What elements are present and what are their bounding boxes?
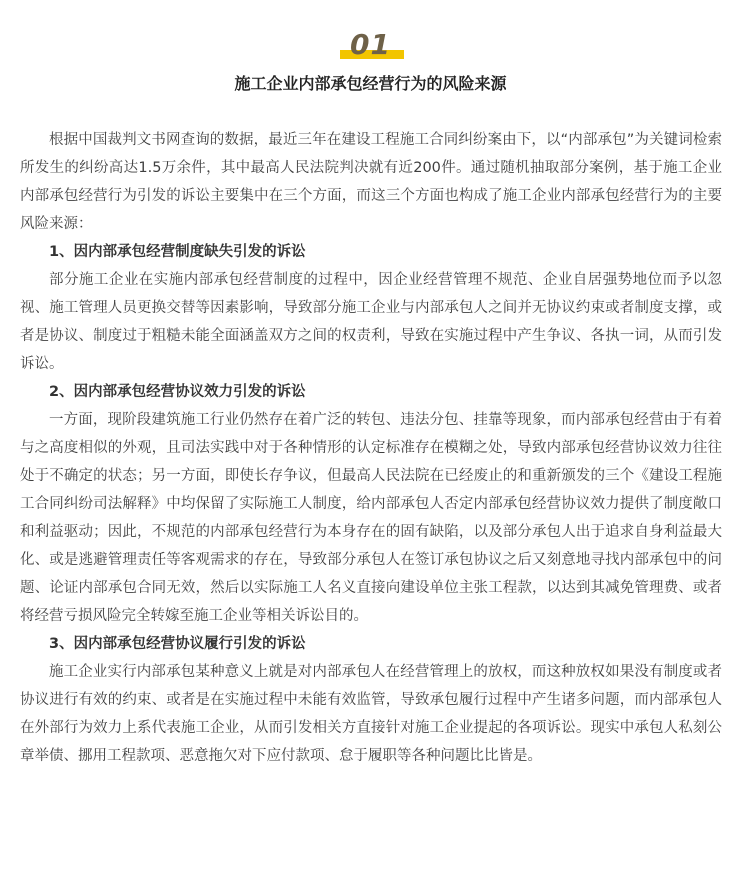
section-body-2: 一方面，现阶段建筑施工行业仍然存在着广泛的转包、违法分包、挂靠等现象，而内部承包经营由于有着与之高度相似的外观，且司法实践中对于各种情形的认定标准存在模糊之处，导致内部承包经营协议效力往往处于不确定的状态；另一方面，即使长存争议，但最高人民法院在已经废止的和重新颁发的三个《建设工程施工合同纠纷司法解释》中均保留了实际施工人制度，给内部承包人否定内部承包经营协议效力提供了制度敞口和利益驱动；因此，不规范的内部承包经营行为本身存在的固有缺陷，以及部分承包人出于追求自身利益最大化、或是逃避管理责任等客观需求的存在，导致部分承包人在签订承包协议之后又刻意地寻找内部承包中的问题、论证内部承包合同无效，然后以实际施工人名义直接向建设单位主张工程款，以达到其减免管理费、或者将经营亏损风险完全转嫁至施工企业等相关诉讼目的。 bbox=[20, 412, 722, 624]
section-body-1: 部分施工企业在实施内部承包经营制度的过程中，因企业经营管理不规范、企业自居强势地位而予以忽视、施工管理人员更换交替等因素影响，导致部分施工企业与内部承包人之间并无协议约束或者制度支撑，或者是协议、制度过于粗糙未能全面涵盖双方之间的权责利，导致在实施过程中产生争议、各执一词，从而引发诉讼。 bbox=[20, 272, 722, 372]
article-body bbox=[20, 126, 722, 770]
section-heading-2: 2、因内部承包经营协议效力引发的诉讼 bbox=[49, 384, 306, 400]
section-heading-3: 3、因内部承包经营协议履行引发的诉讼 bbox=[49, 636, 306, 652]
section-body-3: 施工企业实行内部承包某种意义上就是对内部承包人在经营管理上的放权，而这种放权如果没有制度或者协议进行有效的约束、或者是在实施过程中未能有效监管，导致承包履行过程中产生诸多问题，而内部承包人在外部行为效力上系代表施工企业，从而引发相关方直接针对施工企业提起的各项诉讼。现实中承包人私刻公章举债、挪用工程款项、恶意拖欠对下应付款项、怠于履职等各种问题比比皆是。 bbox=[20, 664, 722, 764]
section-heading-1: 1、因内部承包经营制度缺失引发的诉讼 bbox=[49, 244, 306, 260]
intro-paragraph: 根据中国裁判文书网查询的数据，最近三年在建设工程施工合同纠纷案由下，以“内部承包”为关键词检索所发生的纠纷高达1.5万余件，其中最高人民法院判决就有近200件。通过随机抽取部分案例，基于施工企业内部承包经营行为引发的诉讼主要集中在三个方面，而这三个方面也构成了施工企业内部承包经营行为的主要风险来源： bbox=[20, 132, 722, 232]
section-number-badge bbox=[0, 28, 741, 64]
section-number: 01 bbox=[350, 28, 391, 61]
page-title: 施工企业内部承包经营行为的风险来源 bbox=[234, 74, 507, 93]
